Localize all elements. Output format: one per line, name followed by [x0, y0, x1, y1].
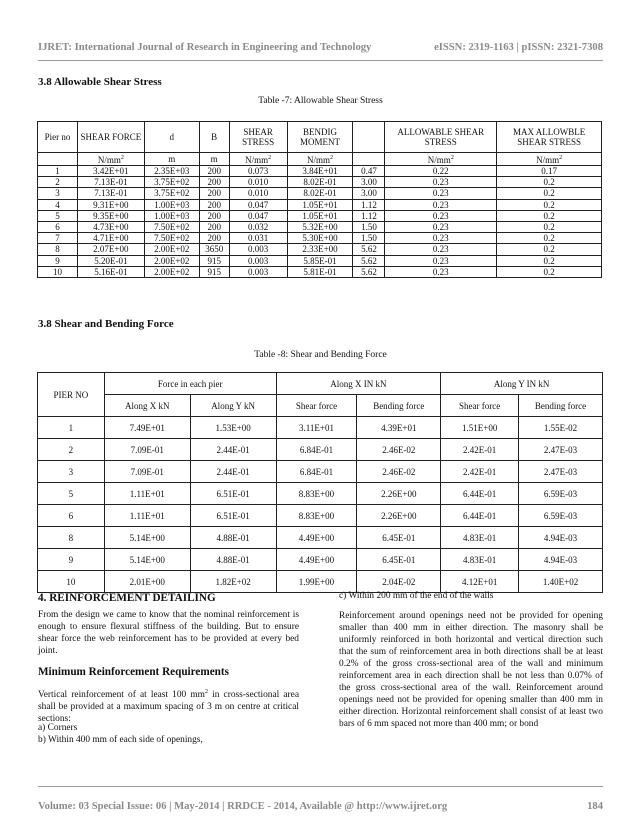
- table-cell: 2.35E+03: [144, 166, 199, 177]
- table-cell: 5: [38, 210, 78, 221]
- table-cell: 3.11E+01: [276, 417, 357, 439]
- unit-header: [38, 153, 78, 166]
- column-header: Shear force: [276, 395, 357, 417]
- table-cell: 1.00E+03: [144, 210, 199, 221]
- table-row: [38, 505, 603, 527]
- table-cell: 7.50E+02: [144, 233, 199, 244]
- table-cell: 0.23: [385, 221, 497, 232]
- table-cell: 9: [38, 549, 105, 571]
- table-cell: 4.88E-01: [190, 549, 276, 571]
- table-cell: 5.85E-01: [287, 255, 353, 266]
- min-reinforcement-paragraph: Vertical reinforcement of at least 100 $mm^2$ in cross-sectional area shall be provided at a maximum spacing of 3 m on centre at critical sections:: [38, 689, 299, 725]
- table-cell: 4.94E-03: [519, 549, 603, 571]
- table-cell: 2.26E+00: [357, 505, 441, 527]
- table-cell: 0.23: [385, 266, 497, 277]
- journal-title: IJRET: International Journal of Research in Engineering and Technology: [38, 42, 372, 53]
- table-cell: 6.44E-01: [441, 483, 519, 505]
- table-cell: 1.82E+02: [190, 571, 276, 593]
- table-cell: 0.2: [497, 233, 602, 244]
- min-reinforcement-heading: Minimum Reinforcement Requirements: [38, 666, 229, 678]
- table-allowable-shear-stress: [37, 121, 602, 278]
- table-cell: 1.99E+00: [276, 571, 357, 593]
- table-cell: 2.07E+00: [77, 244, 144, 255]
- table-row: [38, 255, 602, 266]
- table-cell: 6.84E-01: [276, 461, 357, 483]
- column-header: Along Y kN: [190, 395, 276, 417]
- table-cell: 915: [199, 255, 229, 266]
- column-header: d: [144, 122, 199, 153]
- table-cell: 4.73E+00: [77, 221, 144, 232]
- table-cell: 5.16E-01: [77, 266, 144, 277]
- table-cell: 200: [199, 199, 229, 210]
- table-cell: 2.26E+00: [357, 483, 441, 505]
- table-row: [38, 233, 602, 244]
- table-cell: 200: [199, 177, 229, 188]
- column-header: BENDIG MOMENT: [287, 122, 353, 153]
- list-item: c) Within 200 mm of the end of the walls: [339, 591, 494, 601]
- column-header: B: [199, 122, 229, 153]
- header-rule: [38, 60, 603, 61]
- unit-header: m: [199, 153, 229, 166]
- section-title-shear-bending: 3.8 Shear and Bending Force: [38, 318, 174, 330]
- table-cell: 0.003: [229, 244, 287, 255]
- table-cell: 2.47E-03: [519, 461, 603, 483]
- table-cell: 1.05E+01: [287, 199, 353, 210]
- table-cell: 1.12: [353, 210, 385, 221]
- table-cell: 0.003: [229, 255, 287, 266]
- table-cell: 2.00E+02: [144, 244, 199, 255]
- table-cell: 2.47E-03: [519, 439, 603, 461]
- section-title-shear-stress: 3.8 Allowable Shear Stress: [38, 76, 162, 88]
- table-cell: 0.2: [497, 177, 602, 188]
- table-cell: 8: [38, 527, 105, 549]
- column-header: Pier no: [38, 122, 78, 153]
- table-row: [38, 210, 602, 221]
- table-cell: 0.17: [497, 166, 602, 177]
- table-cell: 0.047: [229, 199, 287, 210]
- table-cell: 6.44E-01: [441, 505, 519, 527]
- group-header: Along X IN kN: [276, 373, 441, 395]
- table-cell: 7.13E-01: [77, 188, 144, 199]
- table-row: [38, 417, 603, 439]
- table-cell: 1.11E+01: [104, 483, 190, 505]
- table-cell: 0.073: [229, 166, 287, 177]
- table-cell: 2.00E+02: [144, 266, 199, 277]
- table-cell: 6: [38, 221, 78, 232]
- column-header: Along X kN: [104, 395, 190, 417]
- table-row: [38, 199, 602, 210]
- table-cell: 5: [38, 483, 105, 505]
- table-cell: 1.50: [353, 221, 385, 232]
- table-row: [38, 483, 603, 505]
- table-cell: 200: [199, 233, 229, 244]
- table-cell: 0.2: [497, 266, 602, 277]
- group-header: Along Y IN kN: [441, 373, 603, 395]
- unit-header: $N/mm^2$: [497, 153, 602, 166]
- table-row: [38, 266, 602, 277]
- page-header: [38, 42, 603, 53]
- table-cell: 0.2: [497, 221, 602, 232]
- table-cell: 0.23: [385, 188, 497, 199]
- table-cell: 2.04E-02: [357, 571, 441, 593]
- table-cell: 7.13E-01: [77, 177, 144, 188]
- unit-header: [353, 153, 385, 166]
- page-number: 184: [587, 801, 603, 812]
- table-cell: 0.23: [385, 210, 497, 221]
- table-row: [38, 244, 602, 255]
- table-cell: 1: [38, 166, 78, 177]
- table-cell: 2.44E-01: [190, 461, 276, 483]
- footer-volume: Volume: 03 Special Issue: 06 | May-2014 | RRDCE - 2014, Available @ http://www.ijret.org: [38, 801, 448, 812]
- column-header: SHEAR FORCE: [77, 122, 144, 153]
- table-cell: 5.14E+00: [104, 549, 190, 571]
- footer-rule: [38, 786, 603, 787]
- table-row: [38, 166, 602, 177]
- table-cell: 1.51E+00: [441, 417, 519, 439]
- pier-no-header: PIER NO: [38, 373, 105, 417]
- table-row: [38, 439, 603, 461]
- issn: eISSN: 2319-1163 | pISSN: 2321-7308: [434, 42, 603, 53]
- list-item: b) Within 400 mm of each side of openings,: [38, 735, 203, 745]
- table-row: [38, 527, 603, 549]
- table-cell: 8.02E-01: [287, 188, 353, 199]
- table-cell: 5.81E-01: [287, 266, 353, 277]
- table-shear-bending-force: [37, 372, 603, 593]
- table-cell: 3650: [199, 244, 229, 255]
- table-cell: 3.84E+01: [287, 166, 353, 177]
- table-row: [38, 461, 603, 483]
- table8-caption: Table -8: Shear and Bending Force: [254, 350, 387, 360]
- unit-header: $N/mm^2$: [229, 153, 287, 166]
- table-cell: 200: [199, 188, 229, 199]
- table-cell: 2.46E-02: [357, 461, 441, 483]
- table-cell: 6.45E-01: [357, 527, 441, 549]
- column-header: MAX ALLOWBLE SHEAR STRESS: [497, 122, 602, 153]
- table-cell: 5.62: [353, 255, 385, 266]
- table-cell: 2.42E-01: [441, 461, 519, 483]
- table-cell: 4.49E+00: [276, 527, 357, 549]
- table-cell: 200: [199, 210, 229, 221]
- table-cell: 1.12: [353, 199, 385, 210]
- table-cell: 5.62: [353, 266, 385, 277]
- table-cell: 200: [199, 221, 229, 232]
- table-cell: 915: [199, 266, 229, 277]
- table-cell: 1.11E+01: [104, 505, 190, 527]
- table-cell: 6.45E-01: [357, 549, 441, 571]
- unit-header: $N/mm^2$: [77, 153, 144, 166]
- table-cell: 0.2: [497, 188, 602, 199]
- table-cell: 0.003: [229, 266, 287, 277]
- table-cell: 6.84E-01: [276, 439, 357, 461]
- table-cell: 1.53E+00: [190, 417, 276, 439]
- table-cell: 7.50E+02: [144, 221, 199, 232]
- unit-header: $N/mm^2$: [385, 153, 497, 166]
- column-header: [353, 122, 385, 153]
- table-row: [38, 188, 602, 199]
- list-item: a) Corners: [38, 723, 78, 733]
- column-header: Bending force: [357, 395, 441, 417]
- table-cell: 5.20E-01: [77, 255, 144, 266]
- table-cell: 4.71E+00: [77, 233, 144, 244]
- group-header: Force in each pier: [104, 373, 276, 395]
- table-cell: 3.00: [353, 177, 385, 188]
- table-cell: 4.83E-01: [441, 549, 519, 571]
- table7-caption: Table -7: Allowable Shear Stress: [258, 96, 383, 106]
- table-cell: 8: [38, 244, 78, 255]
- column-header: Shear force: [441, 395, 519, 417]
- table-cell: 6.59E-03: [519, 483, 603, 505]
- table-cell: 6.51E-01: [190, 483, 276, 505]
- table-cell: 3: [38, 461, 105, 483]
- table-cell: 2: [38, 439, 105, 461]
- table-cell: 4.88E-01: [190, 527, 276, 549]
- table-cell: 4.49E+00: [276, 549, 357, 571]
- table-cell: 4.83E-01: [441, 527, 519, 549]
- table-cell: 1.00E+03: [144, 199, 199, 210]
- table-cell: 0.010: [229, 188, 287, 199]
- table-cell: 0.2: [497, 199, 602, 210]
- table-row: [38, 177, 602, 188]
- table-cell: 2.46E-02: [357, 439, 441, 461]
- table-cell: 7.49E+01: [104, 417, 190, 439]
- page-footer: [38, 801, 603, 812]
- table-cell: 6.51E-01: [190, 505, 276, 527]
- table-cell: 2.33E+00: [287, 244, 353, 255]
- table-cell: 1.05E+01: [287, 210, 353, 221]
- table-cell: 1: [38, 417, 105, 439]
- table-cell: 0.23: [385, 233, 497, 244]
- table-cell: 8.02E-01: [287, 177, 353, 188]
- table-cell: 0.23: [385, 244, 497, 255]
- table-cell: 0.2: [497, 244, 602, 255]
- table-cell: 2: [38, 177, 78, 188]
- table-cell: 8.83E+00: [276, 483, 357, 505]
- table-row: [38, 549, 603, 571]
- table-cell: 1.40E+02: [519, 571, 603, 593]
- table-cell: 5.32E+00: [287, 221, 353, 232]
- table-cell: 7.09E-01: [104, 461, 190, 483]
- unit-header: $N/mm^2$: [287, 153, 353, 166]
- table-cell: 0.23: [385, 255, 497, 266]
- table-cell: 2.01E+00: [104, 571, 190, 593]
- unit-header: m: [144, 153, 199, 166]
- table-cell: 10: [38, 571, 105, 593]
- table-cell: 4.39E+01: [357, 417, 441, 439]
- table-cell: 4.12E+01: [441, 571, 519, 593]
- table-cell: 5.14E+00: [104, 527, 190, 549]
- column-header: Bending force: [519, 395, 603, 417]
- table-cell: 3.00: [353, 188, 385, 199]
- table-cell: 3.42E+01: [77, 166, 144, 177]
- table-cell: 4.94E-03: [519, 527, 603, 549]
- reinforcement-paragraph: From the design we came to know that the nominal reinforcement is enough to ensure flexural stiffness of the building. But to ensure shear force the web reinforcement has to be provided at every bed joint.: [38, 610, 299, 656]
- table-cell: 0.032: [229, 221, 287, 232]
- table-cell: 4: [38, 199, 78, 210]
- column-header: ALLOWABLE SHEAR STRESS: [385, 122, 497, 153]
- table-cell: 0.2: [497, 210, 602, 221]
- table-cell: 9.31E+00: [77, 199, 144, 210]
- table-cell: 2.00E+02: [144, 255, 199, 266]
- table-cell: 0.23: [385, 199, 497, 210]
- table-cell: 6.59E-03: [519, 505, 603, 527]
- table-row: [38, 221, 602, 232]
- table-cell: 3: [38, 188, 78, 199]
- table-cell: 0.047: [229, 210, 287, 221]
- table-cell: 1.55E-02: [519, 417, 603, 439]
- table-cell: 2.44E-01: [190, 439, 276, 461]
- table-cell: 0.010: [229, 177, 287, 188]
- table-cell: 3.75E+02: [144, 177, 199, 188]
- table-cell: 200: [199, 166, 229, 177]
- table-cell: 3.75E+02: [144, 188, 199, 199]
- table-cell: 6: [38, 505, 105, 527]
- table-cell: 9: [38, 255, 78, 266]
- table-cell: 0.2: [497, 255, 602, 266]
- table-cell: 9.35E+00: [77, 210, 144, 221]
- reinforcement-heading: 4. REINFORCEMENT DETAILING: [38, 592, 216, 604]
- table-cell: 5.62: [353, 244, 385, 255]
- table-cell: 0.031: [229, 233, 287, 244]
- table-cell: 10: [38, 266, 78, 277]
- table-cell: 0.23: [385, 177, 497, 188]
- table-cell: 0.47: [353, 166, 385, 177]
- right-column-paragraph: Reinforcement around openings need not be provided for opening smaller than 400 mm in either direction. The masonry shall be uniformly reinforced in both horizontal and vertical direction such that the sum of reinforcement area in both directions shall be at least 0.2% of the gross cross-sectional area of the wall and minimum reinforcement area in each direction shall be not less than 0.07% of the gross cross-sectional area of the wall. Reinforcement around openings need not be provided for opening smaller than 400 mm in either direction. Horizontal reinforcement shall consist of at least two bars of 6 mm spaced not more than 400 mm; or bond: [339, 611, 603, 729]
- column-header: SHEAR STRESS: [229, 122, 287, 153]
- table-cell: 7: [38, 233, 78, 244]
- table-cell: 8.83E+00: [276, 505, 357, 527]
- table-cell: 7.09E-01: [104, 439, 190, 461]
- table-cell: 2.42E-01: [441, 439, 519, 461]
- table-cell: 5.30E+00: [287, 233, 353, 244]
- table-cell: 0.22: [385, 166, 497, 177]
- table-cell: 1.50: [353, 233, 385, 244]
